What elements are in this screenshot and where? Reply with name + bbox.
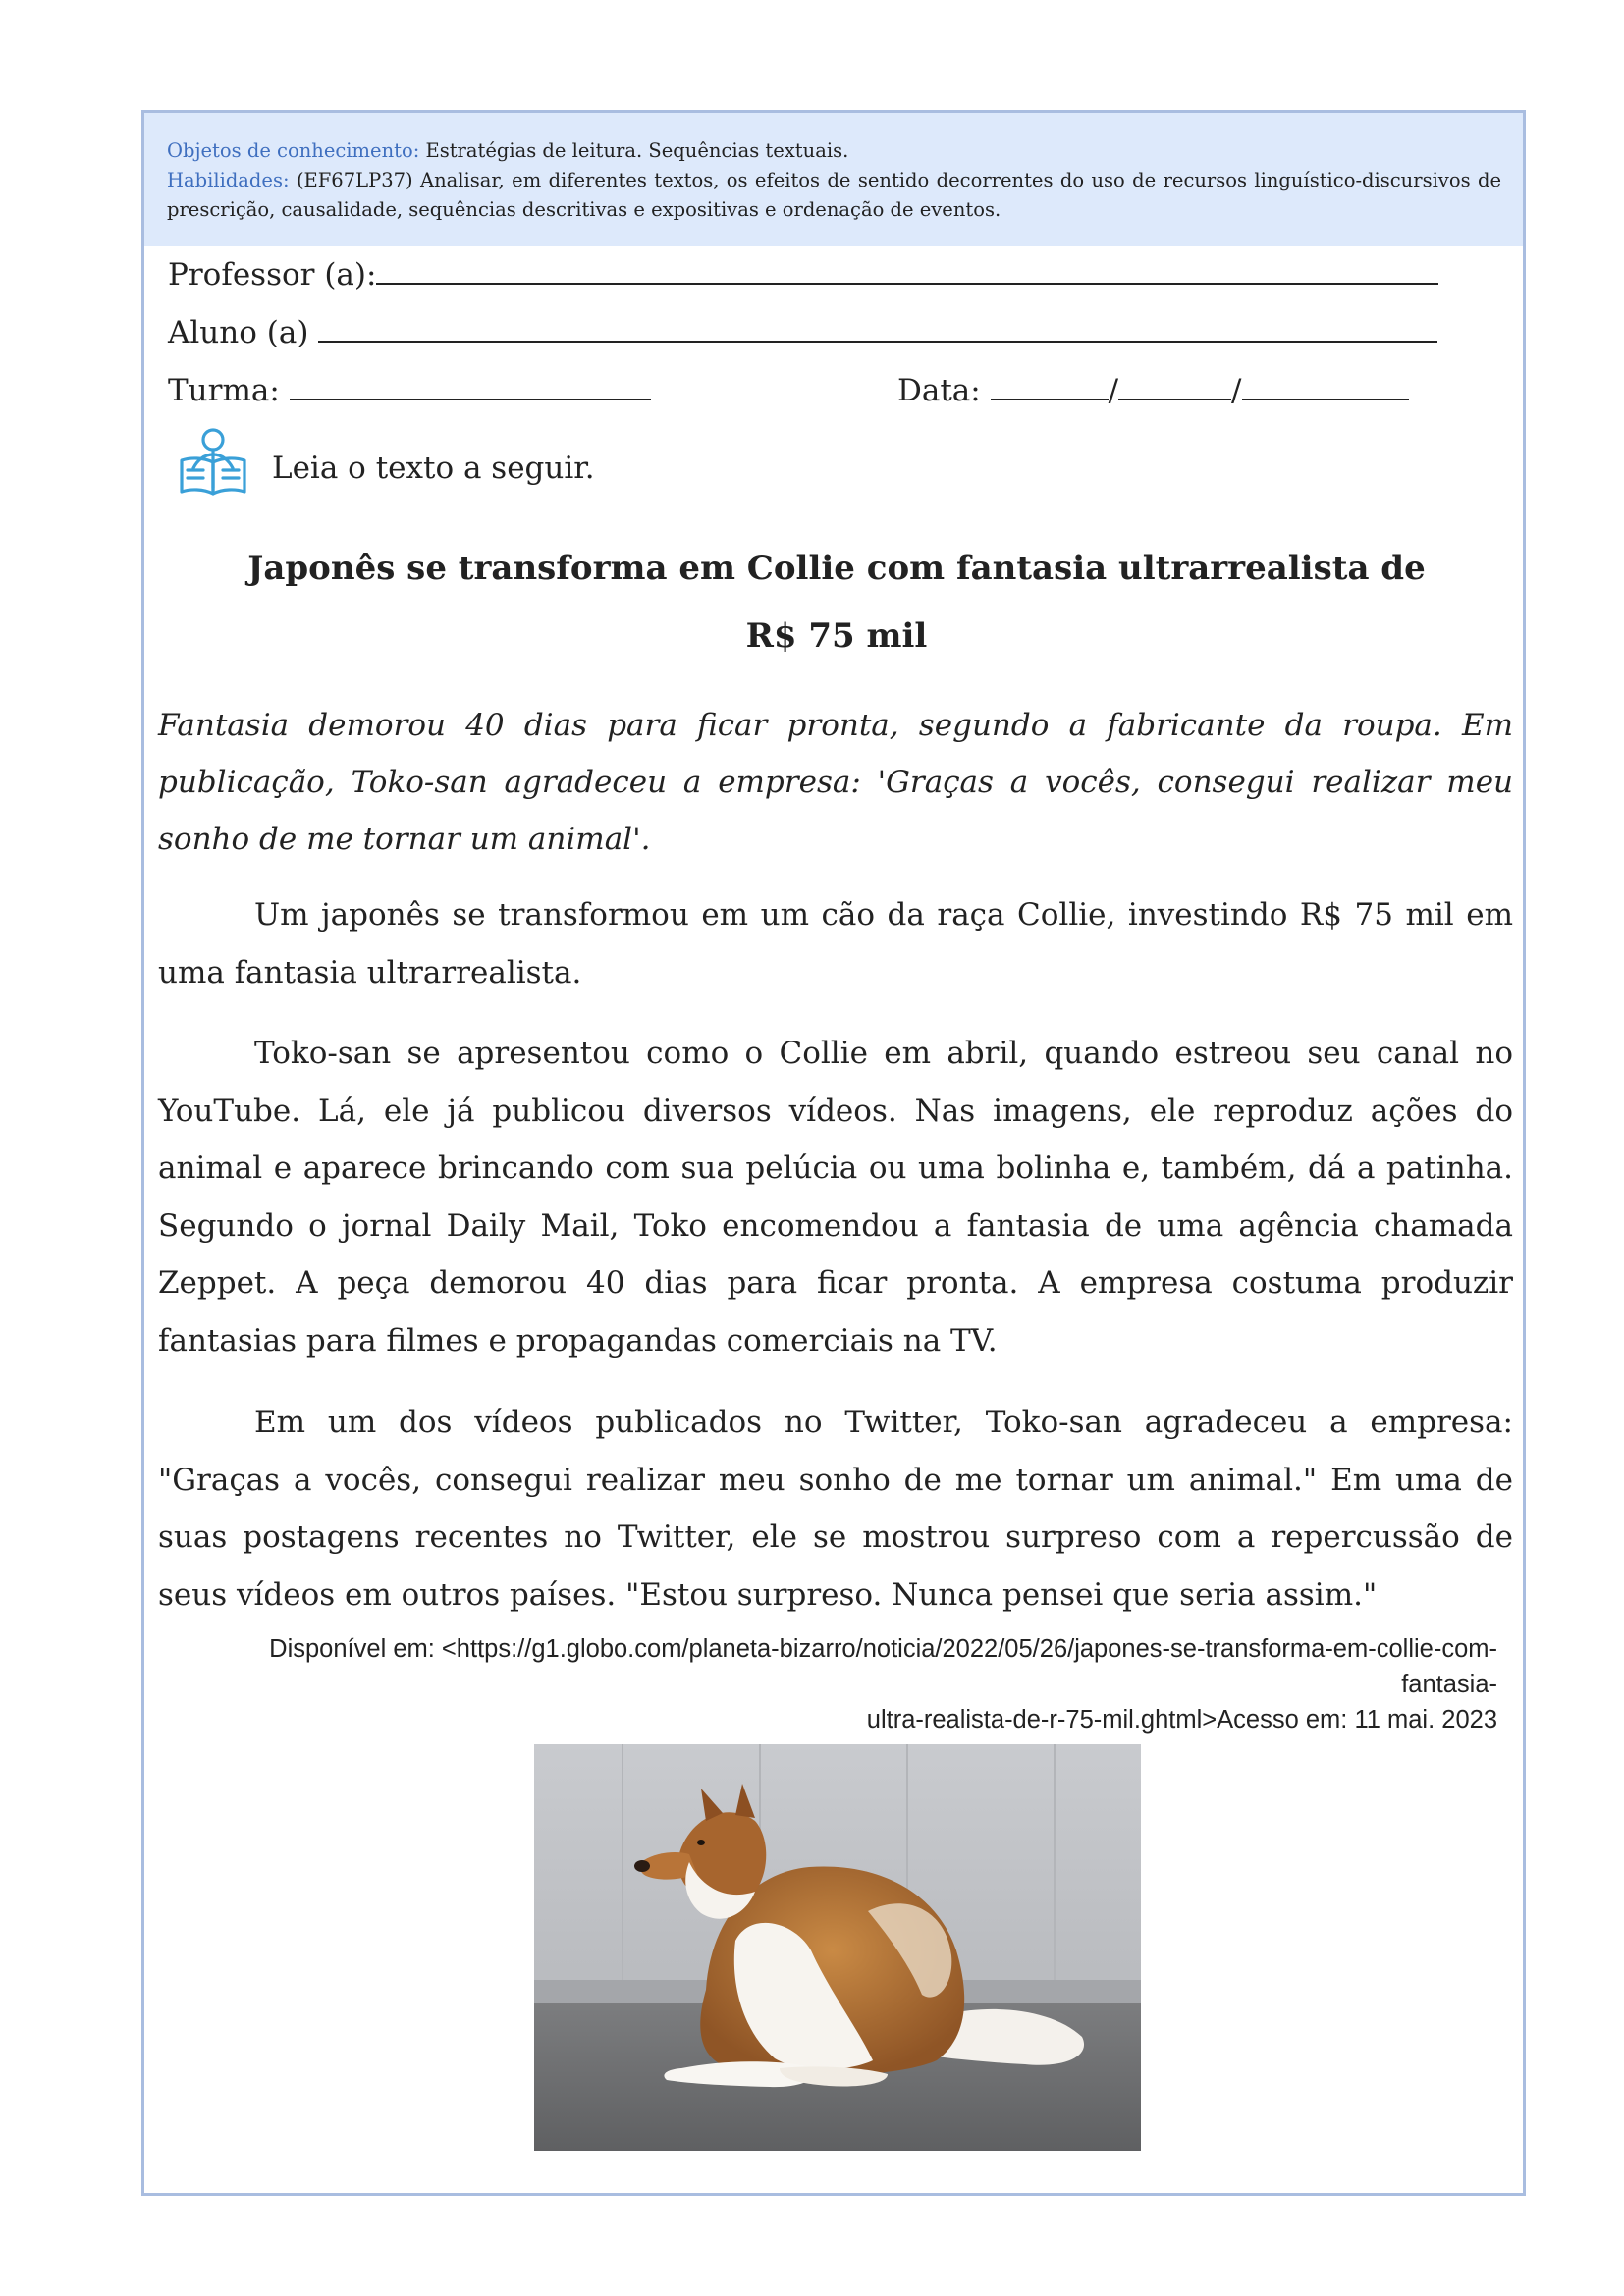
instruction-text: Leia o texto a seguir. bbox=[272, 451, 595, 486]
objects-line bbox=[167, 136, 1501, 166]
article-paragraph: Um japonês se transformou em um cão da raça Collie, investindo R$ 75 mil em uma fantasia ultrarrealista. bbox=[158, 897, 1513, 990]
article-title bbox=[203, 535, 1470, 670]
objects-text: Estratégias de leitura. Sequências textuais. bbox=[419, 139, 849, 162]
skills-header bbox=[144, 113, 1523, 246]
article-paragraph: Toko-san se apresentou como o Collie em abril, quando estreou seu canal no YouTube. Lá, ele já publicou diversos vídeos. Nas imagens, ele reproduz ações do animal e aparece brincando com sua pelúcia ou uma bolinha e, também, dá a patinha. Segundo o jornal Daily Mail, Toko encomendou a fantasia de uma agência chamada Zeppet. A peça demorou 40 dias para ficar pronta. A empresa costuma produzir fantasias para filmes e propagandas comerciais na TV. bbox=[158, 1036, 1513, 1359]
class-label: Turma: bbox=[168, 373, 280, 408]
skills-line bbox=[167, 166, 1501, 225]
date-separator: / bbox=[1231, 373, 1242, 408]
teacher-row bbox=[168, 255, 1438, 304]
date-year-line[interactable] bbox=[1242, 371, 1409, 400]
student-label: Aluno (a) bbox=[168, 315, 309, 350]
skills-text: (EF67LP37) Analisar, em diferentes textos, os efeitos de sentido decorrentes do uso de recursos linguístico-discursivos de prescrição, causalidade, sequências descritivas e expositivas e ordenação de eventos. bbox=[167, 169, 1501, 221]
student-row bbox=[168, 313, 1437, 362]
date-label: Data: bbox=[897, 373, 981, 408]
reading-book-icon bbox=[174, 427, 252, 506]
article-paragraph: Em um dos vídeos publicados no Twitter, Toko-san agradeceu a empresa: "Graças a vocês, consegui realizar meu sonho de me tornar um animal." Em uma de suas postagens recentes no Twitter, ele se mostrou surpreso com a repercussão de seus vídeos em outros países. "Estou surpreso. Nunca pensei que seria assim." bbox=[158, 1405, 1513, 1613]
date-row bbox=[897, 371, 1409, 420]
article-lead: Fantasia demorou 40 dias para ficar pronta, segundo a fabricante da roupa. Em publicação, Toko-san agradeceu a empresa: 'Graças a vocês, consegui realizar meu sonho de me tornar um animal'. bbox=[158, 708, 1513, 857]
date-month-line[interactable] bbox=[1118, 371, 1231, 400]
teacher-label: Professor (a): bbox=[168, 257, 377, 293]
collie-costume-photo bbox=[534, 1744, 1141, 2151]
teacher-input-line[interactable] bbox=[376, 255, 1438, 285]
article-title-line-1: Japonês se transforma em Collie com fantasia ultrarrealista de bbox=[247, 549, 1426, 588]
source-line-2: ultra-realista-de-r-75-mil.ghtml>Acesso em: 11 mai. 2023 bbox=[866, 1706, 1497, 1734]
date-day-line[interactable] bbox=[991, 371, 1109, 400]
student-input-line[interactable] bbox=[318, 313, 1437, 343]
collie-illustration bbox=[534, 1744, 1141, 2151]
source-line-1: Disponível em: <https://g1.globo.com/planeta-bizarro/noticia/2022/05/26/japones-se-transforma-em-collie-com-fantasia- bbox=[269, 1635, 1497, 1698]
source-citation bbox=[174, 1631, 1497, 1737]
date-separator: / bbox=[1108, 373, 1119, 408]
class-input-line[interactable] bbox=[290, 371, 651, 400]
objects-label: Objetos de conhecimento: bbox=[167, 139, 420, 162]
class-row bbox=[168, 371, 651, 420]
article-title-line-2: R$ 75 mil bbox=[745, 616, 928, 656]
worksheet-frame bbox=[141, 110, 1526, 2196]
skills-label: Habilidades: bbox=[167, 169, 290, 191]
